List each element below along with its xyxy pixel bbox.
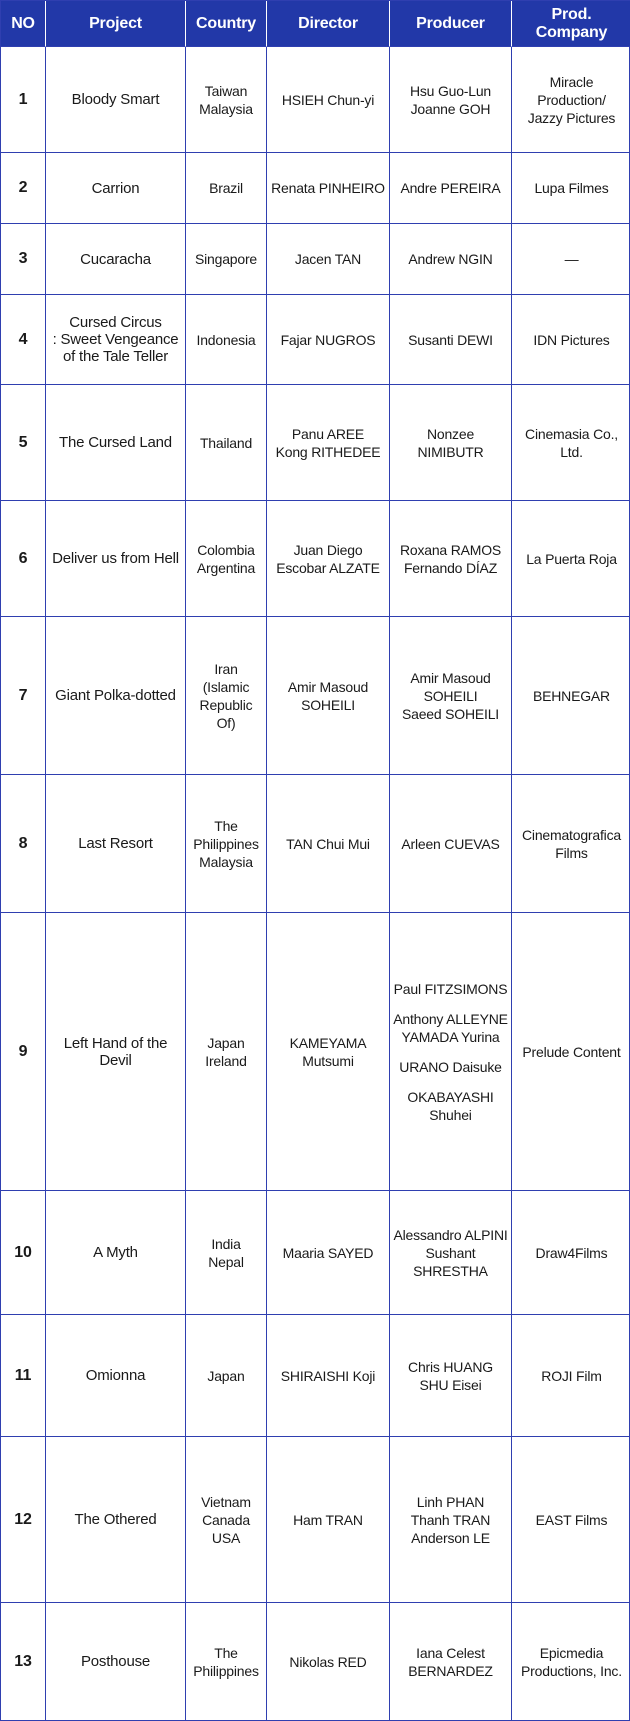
producer-line: Arleen CUEVAS [401, 835, 500, 852]
company-cell [512, 1315, 630, 1437]
company-cell [512, 295, 630, 385]
producer-line: Nonzee NIMIBUTR [417, 425, 484, 460]
header-producer: Producer [390, 1, 512, 47]
project-line: Last Resort [78, 835, 153, 852]
company-line: Cinemasia Co., Ltd. [525, 425, 618, 460]
producer-line: Linh PHAN [416, 1493, 485, 1510]
director-cell [267, 913, 390, 1191]
producer-group [411, 1493, 490, 1547]
director-cell [267, 1603, 390, 1720]
producer-cell [390, 1315, 512, 1437]
country-line: Taiwan [204, 82, 248, 99]
company-cell [512, 1191, 630, 1315]
company-cell [512, 775, 630, 913]
director-cell [267, 385, 390, 501]
project-cell [46, 775, 186, 913]
company-line: BEHNEGAR [533, 687, 610, 704]
country-line: Nepal [208, 1253, 244, 1270]
country-cell [186, 1315, 267, 1437]
company-cell [512, 47, 630, 153]
country-line: Malaysia [199, 853, 253, 870]
country-line: Ireland [205, 1052, 247, 1069]
project-line: Cucaracha [80, 250, 151, 268]
producer-cell [390, 617, 512, 775]
country-line: (Islamic [202, 678, 250, 695]
project-cell [46, 224, 186, 295]
producer-line: Alessandro ALPINI [393, 1226, 508, 1243]
project-line: The Othered [74, 1511, 157, 1528]
company-line: Films [555, 844, 588, 861]
producer-group [399, 1058, 501, 1076]
director-line: Kong RITHEDEE [275, 443, 381, 460]
producer-line: Joanne GOH [410, 100, 491, 117]
producer-cell [390, 1603, 512, 1720]
country-line: The [214, 817, 238, 834]
row-number: 4 [1, 295, 46, 385]
header-no: NO [1, 1, 46, 47]
director-cell [267, 1315, 390, 1437]
project-cell [46, 1437, 186, 1603]
director-line: Nikolas RED [289, 1653, 367, 1670]
company-cell [512, 913, 630, 1191]
director-line: Panu AREE [291, 425, 365, 442]
producer-line: Fernando DÍAZ [403, 559, 498, 576]
country-line: Republic Of) [199, 696, 253, 731]
country-line: Argentina [196, 559, 256, 576]
project-line: Omionna [85, 1367, 146, 1384]
producer-group [408, 250, 492, 268]
producer-line: Thanh TRAN [410, 1511, 491, 1528]
company-line: Production/ [537, 91, 606, 108]
producer-group [408, 331, 493, 349]
director-line: HSIEH Chun-yi [281, 91, 375, 108]
project-line: Carrion [91, 179, 140, 197]
project-cell [46, 1191, 186, 1315]
producer-line: Hsu Guo-Lun [409, 82, 492, 99]
director-line: SOHEILI [301, 696, 355, 713]
director-cell [267, 153, 390, 224]
producer-cell [390, 913, 512, 1191]
country-line: Colombia [197, 541, 255, 558]
country-cell [186, 295, 267, 385]
project-line: of the Tale Teller [62, 348, 169, 365]
country-line: Philippines [193, 835, 259, 852]
producer-line: YAMADA Yurina [401, 1028, 500, 1045]
producer-cell [390, 501, 512, 617]
company-line: Epicmedia [539, 1644, 604, 1661]
director-cell [267, 295, 390, 385]
director-line: Fajar NUGROS [280, 331, 376, 348]
producer-cell [390, 1437, 512, 1603]
row-number: 1 [1, 47, 46, 153]
project-cell [46, 295, 186, 385]
country-cell [186, 153, 267, 224]
director-cell [267, 501, 390, 617]
country-line: Singapore [194, 251, 258, 267]
company-line: ROJI Film [541, 1367, 602, 1384]
country-line: Japan [207, 1034, 245, 1051]
producer-group [393, 1010, 508, 1046]
producer-line: SOHEILI [423, 687, 478, 704]
producer-line: Anthony ALLEYNE [393, 1010, 508, 1027]
company-cell [512, 501, 630, 617]
header-project: Project [46, 1, 186, 47]
director-line: Mutsumi [302, 1052, 354, 1069]
company-line: Cinematografica [522, 826, 621, 843]
row-number: 9 [1, 913, 46, 1191]
country-cell [186, 224, 267, 295]
country-line: USA [211, 1529, 241, 1546]
header-director: Director [267, 1, 390, 47]
company-cell [512, 385, 630, 501]
row-number: 8 [1, 775, 46, 913]
producer-group [400, 541, 501, 577]
header-prod-company: Prod. Company [512, 1, 630, 47]
director-cell [267, 224, 390, 295]
company-cell [512, 1437, 630, 1603]
director-line: SHIRAISHI Koji [280, 1367, 376, 1384]
project-line: The Cursed Land [59, 434, 172, 451]
producer-cell [390, 385, 512, 501]
country-cell [186, 1191, 267, 1315]
producer-cell [390, 1191, 512, 1315]
producer-line: BERNARDEZ [408, 1662, 493, 1679]
producer-cell [390, 153, 512, 224]
country-cell [186, 775, 267, 913]
project-cell [46, 153, 186, 224]
country-line: Philippines [193, 1662, 259, 1679]
country-cell [186, 501, 267, 617]
country-line: Canada [202, 1511, 250, 1528]
country-cell [186, 913, 267, 1191]
project-line: Deliver us from Hell [52, 550, 179, 567]
producer-line: Anderson LE [411, 1529, 490, 1546]
project-cell [46, 385, 186, 501]
country-cell [186, 385, 267, 501]
country-cell [186, 617, 267, 775]
producer-line: Amir Masoud [410, 669, 491, 686]
company-line: Jazzy Pictures [527, 109, 616, 126]
producer-line: SHU Eisei [419, 1376, 482, 1393]
project-line: Giant Polka-dotted [55, 687, 176, 704]
company-line: La Puerta Roja [526, 550, 617, 567]
company-line: Prelude Content [522, 1043, 621, 1060]
producer-group [408, 1358, 493, 1394]
producer-group [401, 835, 499, 853]
director-line: Ham TRAN [293, 1511, 363, 1528]
country-line: Brazil [209, 180, 243, 196]
producer-group [394, 980, 508, 998]
project-cell [46, 47, 186, 153]
company-cell [512, 617, 630, 775]
country-cell [186, 47, 267, 153]
row-number: 12 [1, 1437, 46, 1603]
producer-cell [390, 224, 512, 295]
director-cell [267, 617, 390, 775]
producer-group [393, 425, 508, 461]
director-line: Escobar ALZATE [276, 559, 380, 576]
director-line: Renata PINHEIRO [271, 180, 385, 196]
company-line: IDN Pictures [533, 331, 610, 348]
project-cell [46, 617, 186, 775]
director-line: Amir Masoud [287, 678, 369, 695]
producer-line: OKABAYASHI [407, 1088, 494, 1105]
project-line: Bloody Smart [71, 91, 160, 108]
project-line: : Sweet Vengeance [52, 331, 179, 348]
company-cell [512, 153, 630, 224]
row-number: 2 [1, 153, 46, 224]
country-cell [186, 1437, 267, 1603]
row-number: 7 [1, 617, 46, 775]
producer-line: Sushant SHRESTHA [413, 1244, 488, 1279]
producer-cell [390, 295, 512, 385]
producer-group [407, 1088, 493, 1124]
producer-line: Roxana RAMOS [399, 541, 502, 558]
country-line: Thailand [199, 434, 253, 451]
producer-line: Andre PEREIRA [400, 180, 501, 196]
producer-group [410, 82, 491, 118]
producer-line: Shuhei [429, 1106, 472, 1123]
producer-group [393, 1226, 508, 1280]
project-line: Posthouse [80, 1653, 151, 1670]
director-cell [267, 47, 390, 153]
company-line: Lupa Filmes [534, 180, 609, 196]
row-number: 10 [1, 1191, 46, 1315]
row-number: 13 [1, 1603, 46, 1720]
project-cell [46, 913, 186, 1191]
company-cell [512, 224, 630, 295]
row-number: 5 [1, 385, 46, 501]
country-cell [186, 1603, 267, 1720]
project-cell [46, 1603, 186, 1720]
producer-line: Andrew NGIN [408, 251, 493, 267]
director-line: KAMEYAMA [289, 1034, 367, 1051]
country-line: Indonesia [196, 331, 256, 348]
row-number: 6 [1, 501, 46, 617]
director-cell [267, 1191, 390, 1315]
producer-line: Chris HUANG [408, 1358, 493, 1375]
company-line: — [564, 251, 579, 267]
company-line: EAST Films [535, 1511, 608, 1528]
producer-line: URANO Daisuke [399, 1058, 502, 1075]
producer-group [408, 1644, 493, 1680]
country-line: Iran [214, 660, 238, 677]
company-line: Productions, Inc. [521, 1662, 622, 1679]
director-line: TAN Chui Mui [286, 835, 370, 852]
producer-cell [390, 47, 512, 153]
producer-line: Iana Celest [416, 1644, 485, 1661]
header-country: Country [186, 1, 267, 47]
company-line: Miracle [549, 73, 594, 90]
director-cell [267, 1437, 390, 1603]
country-line: The [214, 1644, 238, 1661]
producer-line: Saeed SOHEILI [401, 705, 499, 722]
producer-cell [390, 775, 512, 913]
director-line: Jacen TAN [294, 251, 362, 267]
country-line: Vietnam [201, 1493, 251, 1510]
project-cell [46, 1315, 186, 1437]
producer-line: Susanti DEWI [408, 331, 493, 348]
country-line: Malaysia [199, 100, 253, 117]
director-line: Maaria SAYED [282, 1244, 374, 1261]
project-line: Left Hand of the Devil [63, 1034, 168, 1069]
company-cell [512, 1603, 630, 1720]
country-line: Japan [207, 1367, 245, 1384]
country-line: India [211, 1235, 241, 1252]
producer-group [400, 179, 500, 197]
row-number: 3 [1, 224, 46, 295]
producer-group [402, 669, 499, 723]
producer-line: Paul FITZSIMONS [393, 980, 508, 997]
project-cell [46, 501, 186, 617]
director-cell [267, 775, 390, 913]
director-line: Juan Diego [293, 541, 363, 558]
project-line: A Myth [93, 1244, 138, 1261]
row-number: 11 [1, 1315, 46, 1437]
project-line: Cursed Circus [69, 314, 162, 331]
company-line: Draw4Films [535, 1244, 608, 1261]
